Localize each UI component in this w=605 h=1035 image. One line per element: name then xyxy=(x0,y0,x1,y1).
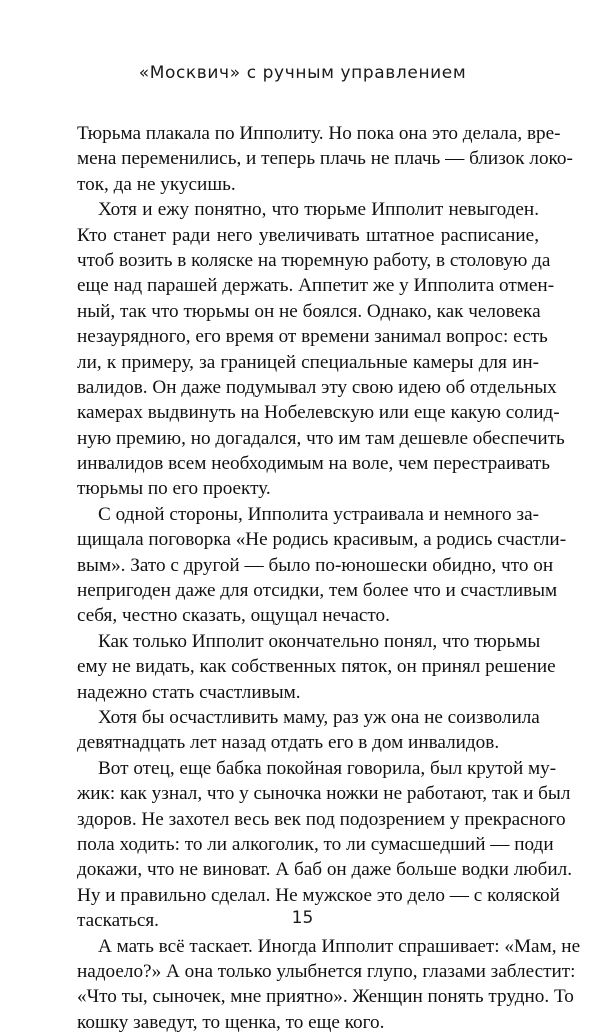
text-line: камерах выдвинуть на Нобелевскую или еще какую солид- xyxy=(77,400,539,425)
running-head: «Москвич» с ручным управлением xyxy=(0,63,605,83)
text-line: жик: как узнал, что у сыночка ножки не работают, так и был xyxy=(77,781,539,806)
paragraph xyxy=(77,121,539,197)
text-line: Ну и правильно сделал. Не мужское это дело — с коляской xyxy=(77,883,539,908)
text-line: себя, честно сказать, ощущал нечасто. xyxy=(77,603,539,628)
text-line: ную премию, но догадался, что им там дешевле обеспечить xyxy=(77,426,539,451)
text-line: Как только Ипполит окончательно понял, что тюрьмы xyxy=(77,629,539,654)
text-line: ный, так что тюрьмы он не боялся. Однако, как человека xyxy=(77,299,539,324)
text-line: Хотя и ежу понятно, что тюрьме Ипполит невыгоден. xyxy=(77,197,539,222)
paragraph xyxy=(77,197,539,502)
text-line: кошку заведут, то щенка, то еще кого. xyxy=(77,1010,539,1035)
text-line: докажи, что не виноват. А баб он даже больше водки любил. xyxy=(77,857,539,882)
text-line: вым». Зато с другой — было по-юношески обидно, что он xyxy=(77,553,539,578)
text-line: Тюрьма плакала по Ипполиту. Но пока она это делала, вре- xyxy=(77,121,539,146)
paragraph xyxy=(77,705,539,756)
text-line: непригоден даже для отсидки, тем более что и счастливым xyxy=(77,578,539,603)
text-line: инвалидов всем необходимым на воле, чем перестраивать xyxy=(77,451,539,476)
text-line: Вот отец, еще бабка покойная говорила, был крутой му- xyxy=(77,756,539,781)
text-line: А мать всё таскает. Иногда Ипполит спрашивает: «Мам, не xyxy=(77,934,539,959)
text-line: ли, к примеру, за границей специальные камеры для ин- xyxy=(77,350,539,375)
page-number: 15 xyxy=(0,908,605,928)
text-line: таскаться. xyxy=(77,908,539,933)
text-line: здоров. Не захотел весь век под подозрением у прекрасного xyxy=(77,807,539,832)
paragraph xyxy=(77,934,539,1035)
text-line: девятнадцать лет назад отдать его в дом инвалидов. xyxy=(77,730,539,755)
text-line: чтоб возить в коляске на тюремную работу, в столовую да xyxy=(77,248,539,273)
text-line: еще над парашей держать. Аппетит же у Ипполита отмен- xyxy=(77,273,539,298)
text-line: тюрьмы по его проекту. xyxy=(77,476,539,501)
paragraph xyxy=(77,756,539,934)
text-line: С одной стороны, Ипполита устраивала и немного за- xyxy=(77,502,539,527)
paragraph xyxy=(77,629,539,705)
text-line: «Что ты, сыночек, мне приятно». Женщин понять трудно. То xyxy=(77,984,539,1009)
text-line: валидов. Он даже подумывал эту свою идею об отдельных xyxy=(77,375,539,400)
body-text xyxy=(77,121,539,1035)
text-line: ток, да не укусишь. xyxy=(77,172,539,197)
text-line: щищала поговорка «Не родись красивым, а родись счастли- xyxy=(77,527,539,552)
text-line: надежно стать счастливым. xyxy=(77,680,539,705)
paragraph xyxy=(77,502,539,629)
text-line: Кто станет ради него увеличивать штатное расписание, xyxy=(77,223,539,248)
text-line: надоело?» А она только улыбнется глупо, глазами заблестит: xyxy=(77,959,539,984)
text-line: Хотя бы осчастливить маму, раз уж она не соизволила xyxy=(77,705,539,730)
text-line: незаурядного, его время от времени занимал вопрос: есть xyxy=(77,324,539,349)
text-line: ему не видать, как собственных пяток, он принял решение xyxy=(77,654,539,679)
text-line: мена переменились, и теперь плачь не плачь — близок локо- xyxy=(77,146,539,171)
text-line: пола ходить: то ли алкоголик, то ли сумасшедший — поди xyxy=(77,832,539,857)
